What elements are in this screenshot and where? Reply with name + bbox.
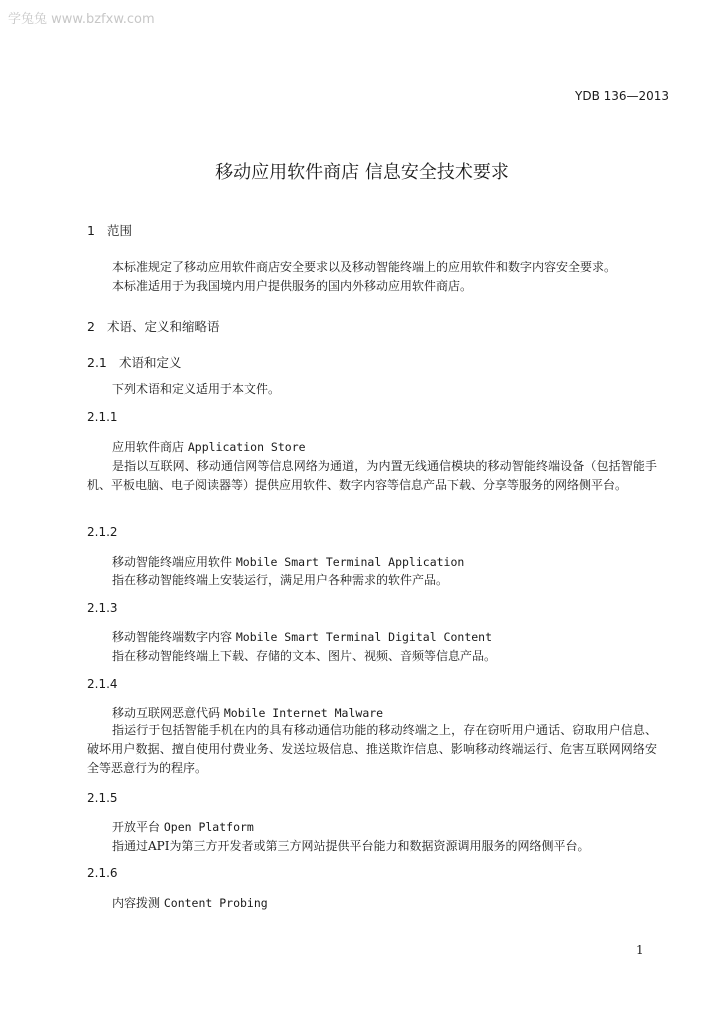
watermark: 学兔兔 www.bzfxw.com [8, 12, 155, 27]
section-1-heading [87, 221, 132, 239]
document-number: YDB 136—2013 [575, 89, 670, 103]
term-english: Content Probing [163, 896, 268, 910]
section-number: 2.1 [87, 355, 107, 370]
page-number: 1 [636, 943, 644, 957]
term-chinese: 开放平台 [112, 820, 161, 834]
section-title: 术语、定义和缩略语 [107, 319, 220, 334]
term-heading [112, 894, 268, 911]
term-number: 2.1.5 [87, 791, 118, 805]
section-number: 1 [87, 223, 95, 238]
term-definition: 指在移动智能终端上下载、存储的文本、图片、视频、音频等信息产品。 [112, 649, 497, 663]
term-chinese: 应用软件商店 [112, 440, 185, 454]
term-chinese: 内容拨测 [112, 896, 161, 910]
section-title: 范围 [107, 223, 133, 238]
term-number: 2.1.2 [87, 525, 118, 539]
term-english: Mobile Smart Terminal Digital Content [235, 630, 493, 644]
definitions-intro: 下列术语和定义适用于本文件。 [112, 382, 281, 396]
section-title: 术语和定义 [119, 355, 182, 370]
term-definition: 指通过API为第三方开发者或第三方网站提供平台能力和数据资源调用服务的网络侧平台。 [112, 839, 590, 853]
term-english: Mobile Smart Terminal Application [235, 555, 465, 569]
term-heading [112, 818, 254, 835]
section-2-heading [87, 317, 220, 335]
term-heading [112, 704, 383, 721]
term-definition: 是指以互联网、移动通信网等信息网络为通道，为内置无线通信模块的移动智能终端设备（包括智能手机、平板电脑、电子阅读器等）提供应用软件、数字内容等信息产品下载、分享等服务的网络侧平台。 [87, 459, 657, 492]
term-heading [112, 438, 306, 455]
term-chinese: 移动智能终端应用软件 [112, 555, 233, 569]
term-chinese: 移动智能终端数字内容 [112, 630, 233, 644]
term-english: Application Store [187, 440, 306, 454]
term-number: 2.1.6 [87, 866, 118, 880]
term-chinese: 移动互联网恶意代码 [112, 706, 221, 720]
section-number: 2 [87, 319, 95, 334]
term-english: Mobile Internet Malware [223, 706, 384, 720]
term-definition: 指在移动智能终端上安装运行，满足用户各种需求的软件产品。 [112, 573, 449, 587]
term-number: 2.1.3 [87, 601, 118, 615]
document-title: 移动应用软件商店 信息安全技术要求 [215, 162, 509, 183]
term-heading [112, 628, 492, 645]
section-2-1-heading [87, 353, 182, 371]
term-english: Open Platform [163, 820, 254, 834]
term-definition: 指运行于包括智能手机在内的具有移动通信功能的移动终端之上，存在窃听用户通话、窃取用户信息、破坏用户数据、擅自使用付费业务、发送垃圾信息、推送欺诈信息、影响移动终端运行、危害互联网网络安全等恶意行为的程序。 [87, 723, 657, 775]
scope-paragraph-1: 本标准规定了移动应用软件商店安全要求以及移动智能终端上的应用软件和数字内容安全要求。 [112, 260, 617, 274]
term-heading [112, 553, 464, 570]
term-number: 2.1.4 [87, 677, 118, 691]
scope-paragraph-2: 本标准适用于为我国境内用户提供服务的国内外移动应用软件商店。 [112, 279, 473, 293]
term-number: 2.1.1 [87, 410, 118, 424]
